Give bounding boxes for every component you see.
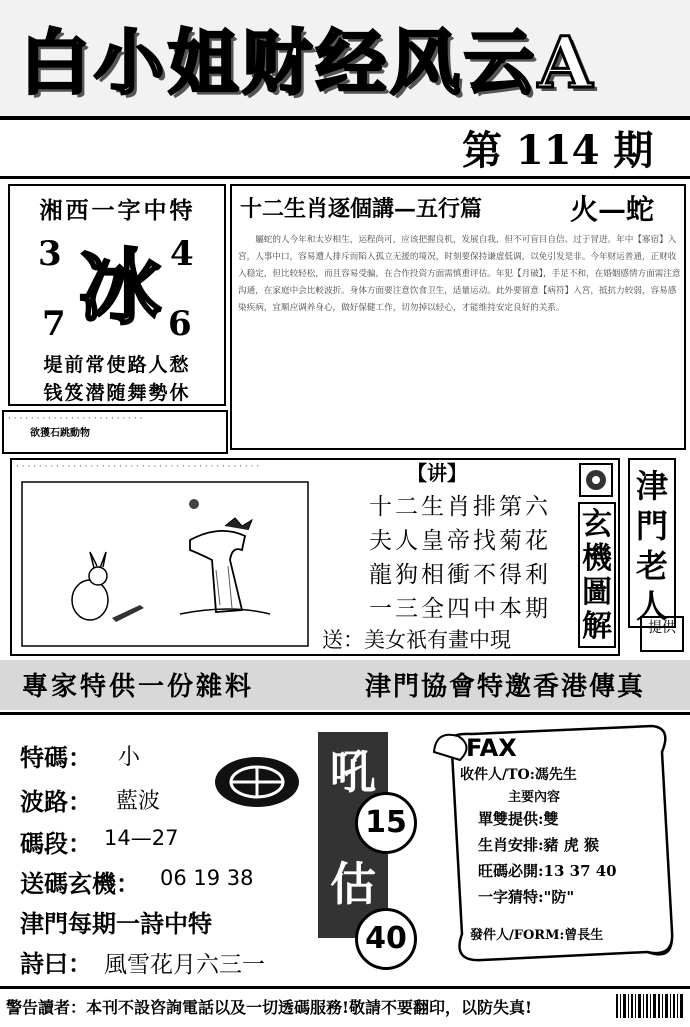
riddle-poem-line-3: 龍狗相衝不得利 (369, 562, 551, 588)
zodiac-title: 十二生肖逐個講—五行篇 (240, 196, 483, 222)
info-label-poem-heading: 津門每期一詩中特 (20, 909, 212, 938)
fax-to: 收件人/TO:馮先生 (460, 767, 577, 783)
fax-from: 發件人/FORM:曾長生 (470, 928, 604, 943)
note-scan-line: · · · · · · · · · · · · · · · · · · · · · · · · (8, 414, 143, 424)
info-label-wave: 波路： (20, 787, 92, 816)
note-line: 欲獲石跳動物 (30, 428, 90, 439)
fax-line-2: 生肖安排:豬 虎 猴 (478, 836, 599, 854)
info-label-segment: 碼段： (20, 829, 92, 858)
info-value-segment: 14—27 (104, 826, 179, 850)
barcode-icon (616, 994, 686, 1018)
zodiac-subtitle: 火—蛇 (570, 193, 655, 226)
digit-top-right: 4 (170, 234, 194, 274)
digit-top-left: 3 (38, 234, 62, 274)
emblem-icon (578, 462, 614, 498)
footer-notice: 警告讀者：本刊不設咨詢電話以及一切透碼服務!敬請不要翻印，以防失真! (6, 998, 533, 1017)
info-value-wave: 藍波 (116, 789, 161, 814)
xiangxi-poem-line-1: 堤前常使路人愁 (43, 354, 191, 376)
fax-line-3: 旺碼必開:13 37 40 (478, 862, 617, 880)
masthead-title: 白小姐财经风云A (20, 21, 597, 104)
hou-char-top: 吼 (330, 745, 376, 799)
fax-title: FAX (466, 734, 517, 762)
fax-subject: 主要內容 (508, 790, 561, 805)
xiangxi-title: 湘西一字中特 (39, 197, 196, 224)
banner-left-text: 專家特供一份雜料 (22, 672, 255, 702)
side-title: 玄機圖解 (582, 507, 612, 644)
banner-rule (0, 712, 690, 715)
riddle-send-line: 送：美女祇有畫中現 (322, 628, 511, 652)
masthead-rule (0, 116, 690, 120)
side-tag: 提供 (640, 616, 684, 652)
digit-bottom-right: 6 (168, 304, 192, 344)
fax-line-4: 一字猜特:"防" (478, 888, 575, 906)
info-label-send-code: 送碼玄機： (20, 869, 140, 898)
info-label-poem: 詩曰： (20, 949, 92, 978)
info-value-special-code: 小 (118, 745, 141, 770)
info-value-poem: 風雪花月六三一 (104, 952, 265, 978)
circled-number-1: 15 (355, 792, 417, 854)
issue-number: 第 114 期 (462, 127, 654, 174)
xiangxi-poem-line-2: 钱笈潜随舞勢休 (43, 382, 191, 404)
riddle-poem-line-2: 夫人皇帝找菊花 (369, 528, 551, 554)
issue-rule (0, 176, 690, 179)
fax-line-1: 單雙提供:雙 (478, 810, 559, 828)
banner-right-text: 津門協會特邀香港傳真 (365, 672, 646, 702)
riddle-poem-line-1: 十二生肖排第六 (369, 494, 551, 520)
digit-bottom-left: 7 (42, 304, 66, 344)
logo-icon (212, 754, 302, 810)
riddle-illustration (20, 480, 310, 648)
hou-char-mid: 估 (330, 857, 376, 911)
riddle-label: 【讲】 (407, 461, 467, 485)
ball-icon (189, 499, 199, 509)
riddle-poem-line-4: 一三全四中本期 (369, 596, 551, 622)
side-author: 津門老人 (635, 467, 668, 625)
zodiac-body: 屬蛇的人今年和太岁相生，运程尚可，应该把握良机，发展自我，但不可盲目自信、过于冒进。年中【寡宿】入宮，人事中口，容易遭人排斥而陷入孤立无援的境况，时刻要保持谦虚低调，以免引发是非。今年财运普通，正财收入稳定，但比较轻松，而且容易受骗，在合作投资方面需慎重评估。年犯【月破】，手足不和，在婚姻感情方面需注意沟通，在家庭中会比較波折。身体方面要注意饮食卫生，适量运动。此外要留意【病符】入宮，抵抗力较弱，容易感染疾病，宜顺应调养身心，做好保健工作，切勿掉以轻心，才能维持安定良好的关系。 (238, 235, 681, 313)
riddle-scan-line: · · · · · · · · · · · · · · · · · · · · · · · · · · · · · · · · · · · · · · · · · · · (16, 462, 260, 472)
circled-number-2: 40 (355, 908, 417, 970)
info-label-special-code: 特碼： (20, 743, 92, 772)
featured-character: 冰 (78, 240, 161, 336)
info-value-send-code: 06 19 38 (160, 866, 254, 890)
